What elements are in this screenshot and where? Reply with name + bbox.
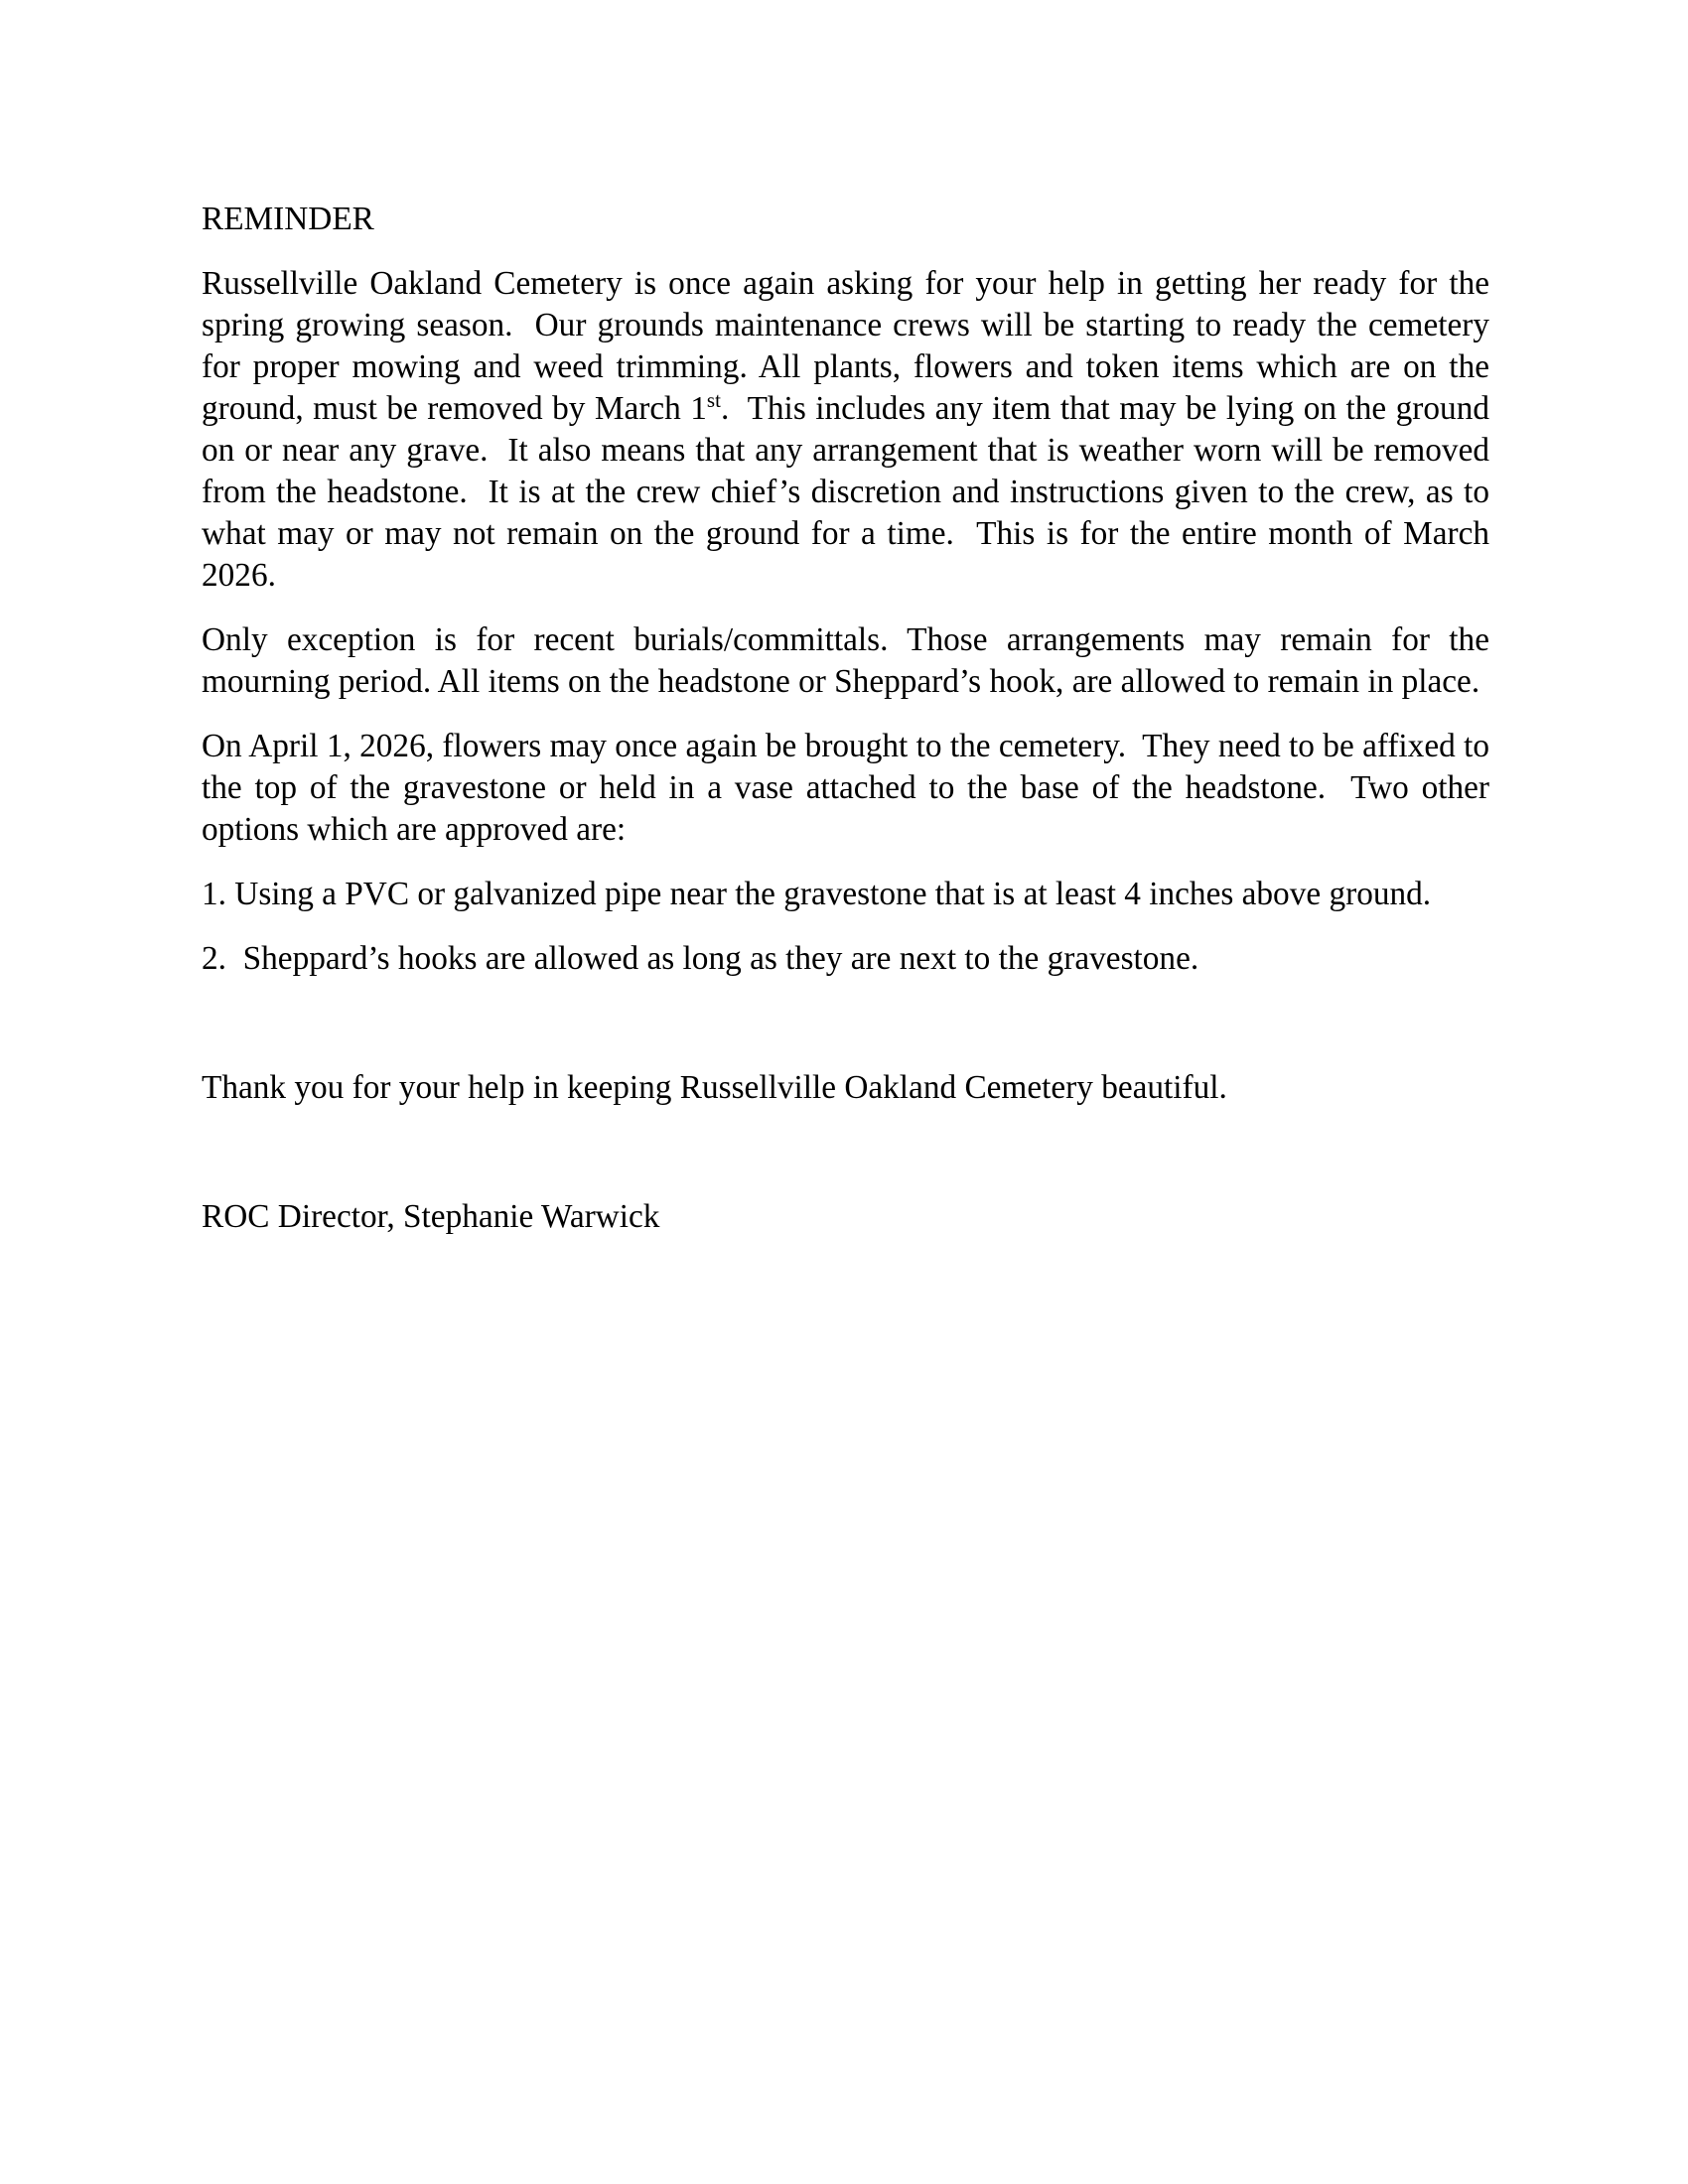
blank-line (202, 1132, 1489, 1173)
paragraph-april-flowers: On April 1, 2026, flowers may once again be brought to the cemetery. They need to be affixed to the top of the gravestone or held in a vase attached to the base of the headstone. Two other options which are approved are: (202, 728, 1489, 848)
signature-line: ROC Director, Stephanie Warwick (202, 1198, 660, 1235)
paragraph-march-rules (202, 263, 1489, 597)
paragraph-exception: Only exception is for recent burials/committals. Those arrangements may remain for the mourning period. All items on the headstone or Sheppard’s hook, are allowed to remain in place. (202, 621, 1489, 700)
document-title: REMINDER (202, 201, 374, 237)
list-item-pvc-pipe: 1. Using a PVC or galvanized pipe near the gravestone that is at least 4 inches above ground. (202, 876, 1432, 912)
paragraph-thank-you: Thank you for your help in keeping Russellville Oakland Cemetery beautiful. (202, 1069, 1227, 1106)
paragraph-march-rules-text-continued: . This includes any item that may be lying on the ground on or near any grave. It also means that any arrangement that is weather worn will be removed from the headstone. It is at the crew chief’s discretion and instructions given to the crew, as to what may or may not remain on the ground for a time. This is for the entire month of March 2026. (202, 390, 1489, 594)
ordinal-superscript: st (706, 387, 721, 412)
list-item-sheppards-hooks: 2. Sheppard’s hooks are allowed as long as they are next to the gravestone. (202, 940, 1199, 977)
blank-line (202, 1003, 1489, 1044)
paragraph-march-rules-text: Russellville Oakland Cemetery is once again asking for your help in getting her ready for the spring growing season. Our grounds maintenance crews will be starting to ready the cemetery for proper mowing and weed trimming. All plants, flowers and token items which are on the ground, must be removed by March 1 (202, 265, 1489, 427)
